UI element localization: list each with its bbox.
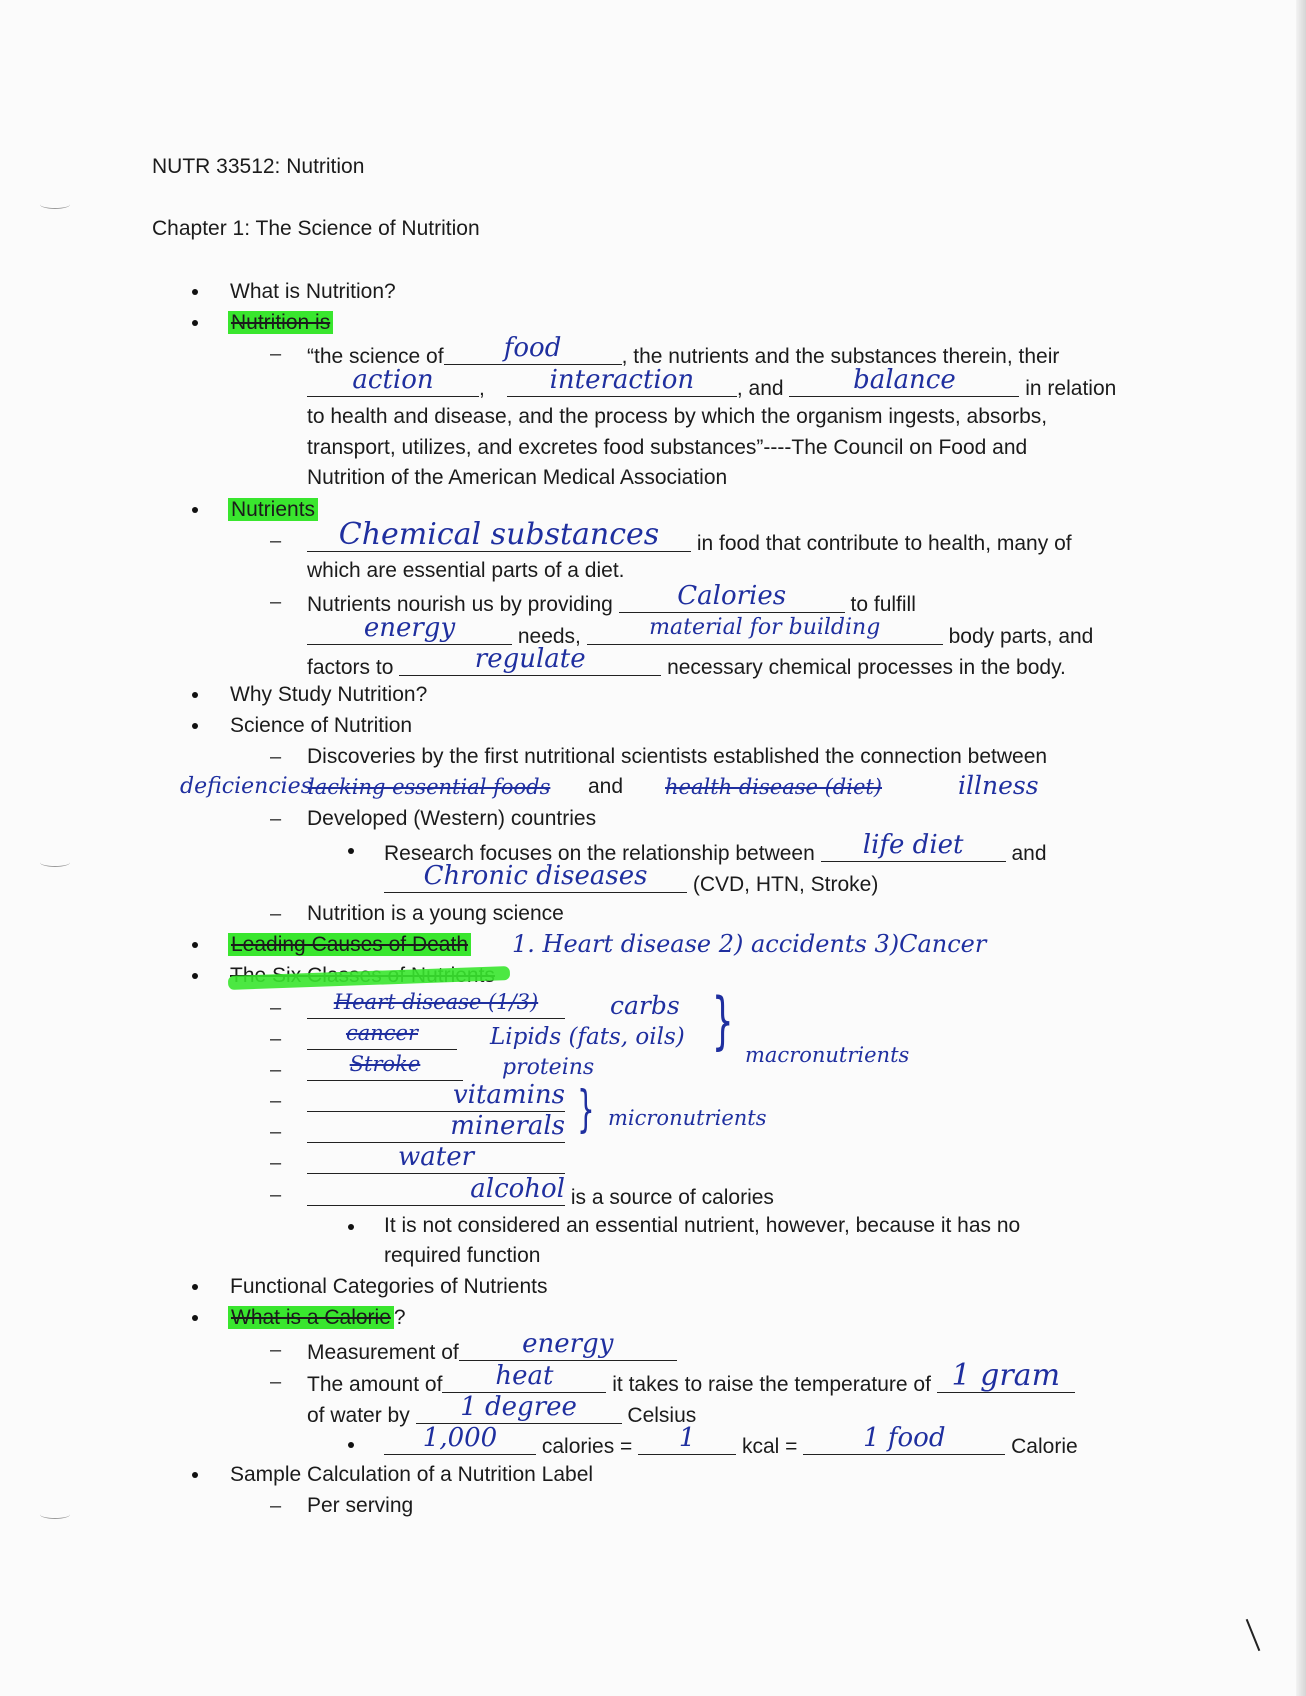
brace-mark: } [711,984,734,1057]
dash-icon: – [270,808,282,830]
bullet-icon [348,848,354,854]
fill-blank: vitamins [307,1087,565,1112]
calorie-line-2: The amount of heat it takes to raise the temperature of 1 gram [307,1368,1075,1399]
definition-line-2: action , interaction , and balance in relation [307,372,1116,403]
science-and: and [588,775,624,798]
fill-blank: action [307,372,479,397]
fill-blank: Chemical substances [307,527,691,552]
bullet-icon [192,723,198,729]
fill-blank: energy [307,620,512,645]
nutrients-line-4: energy needs, material for building body parts, and [307,620,1093,651]
highlighted-heading: Nutrients [228,498,318,521]
fill-blank: material for building [587,620,943,645]
fill-blank: balance [789,372,1019,397]
fill-blank: minerals [307,1118,565,1143]
dash-icon: – [270,746,282,768]
fill-blank: 1 gram [937,1368,1075,1393]
bullet-icon [192,320,198,326]
bullet-icon [192,507,198,513]
fill-blank: Calories [619,588,845,613]
highlighted-heading: Leading Causes of Death [228,933,471,956]
dash-icon: – [270,591,282,613]
handwritten-note: illness [958,771,1039,800]
brace-mark: } [577,1080,595,1138]
punch-hole-mark [40,200,70,209]
outline-item: Sample Calculation of a Nutrition Label [230,1463,594,1486]
science-line-6: Nutrition is a young science [307,902,564,925]
bullet-icon [192,973,198,979]
outline-item [228,309,333,337]
dash-icon: – [270,1495,282,1517]
highlighted-heading: Nutrition is [228,311,333,334]
definition-line-5: Nutrition of the American Medical Association [307,466,728,489]
outline-item [228,931,471,959]
bullet-icon [348,1224,354,1230]
per-serving: Per serving [307,1494,414,1517]
handwritten-note: macronutrients [745,1043,910,1067]
handwritten-note: deficiencies [180,774,312,799]
outline-item [228,496,318,524]
bullet-icon [348,1442,354,1448]
bullet-icon [192,1315,198,1321]
punch-hole-mark [40,1510,70,1519]
bullet-icon [192,942,198,948]
outline-item: Science of Nutrition [230,714,413,737]
nutrients-line-5: factors to regulate necessary chemical processes in the body. [307,644,1066,679]
fill-blank: food [444,340,622,365]
dash-icon: – [270,997,282,1019]
definition-line-4: transport, utilizes, and excretes food substances”----The Council on Food and [307,436,1028,459]
chapter-title: Chapter 1: The Science of Nutrition [152,217,480,240]
bullet-icon [192,1472,198,1478]
science-line-4: Research focuses on the relationship between life diet and [384,830,1047,865]
science-line-1: Discoveries by the first nutritional scientists established the connection between [307,745,1048,768]
dash-icon: – [270,1184,282,1206]
bullet-icon [192,1284,198,1290]
outline-item: Functional Categories of Nutrients [230,1275,548,1298]
dash-icon: – [270,903,282,925]
definition-line-3: to health and disease, and the process by which the organism ingests, absorbs, [307,405,1048,428]
fill-blank: energy [459,1336,677,1361]
nutrients-line-1: Chemical substances in food that contribute to health, many of [307,527,1072,558]
bullet-icon [192,289,198,295]
pen-mark [1246,1619,1261,1651]
dash-icon: – [270,530,282,552]
fill-blank: alcohol [307,1181,565,1206]
nutrients-line-3: Nutrients nourish us by providing Calories to fulfill [307,581,916,616]
dash-icon: – [270,1090,282,1112]
fill-blank: cancer [307,1025,457,1050]
course-title: NUTR 33512: Nutrition [152,155,365,178]
fill-blank: regulate [399,651,661,676]
alcohol-note-2: required function [384,1244,541,1267]
science-line-3: Developed (Western) countries [307,807,597,830]
alcohol-note-1: It is not considered an essential nutrient, however, because it has no [384,1214,1021,1237]
outline-item: What is Nutrition? [230,280,396,303]
handwritten-note: proteins [502,1055,595,1080]
dash-icon: – [270,1121,282,1143]
calorie-line-1: Measurement of energy [307,1336,677,1367]
nutrients-line-2: which are essential parts of a diet. [307,559,625,582]
fill-blank: Stroke [307,1056,463,1081]
outline-item: What is a Calorie ? [228,1304,406,1332]
bullet-icon [192,692,198,698]
handwritten-struck-note: health disease (diet) [665,775,883,799]
fill-blank: life diet [821,837,1006,862]
handwritten-note: micronutrients [608,1106,767,1130]
nutrient-class-row: alcohol is a source of calories [307,1181,774,1212]
handwritten-struck-note: lacking essential foods [308,775,551,799]
fill-blank: Heart disease (1/3) [307,994,565,1019]
fill-blank: 1 degree [416,1399,622,1424]
dash-icon: – [270,1028,282,1050]
handwritten-note: 1. Heart disease 2) accidents 3)Cancer [512,930,987,958]
dash-icon: – [270,1152,282,1174]
handwritten-note: carbs [610,991,680,1020]
page-edge [1296,0,1306,1696]
fill-blank: Chronic diseases [384,868,687,893]
punch-hole-mark [40,858,70,867]
fill-blank: heat [442,1368,606,1393]
calorie-line-3: of water by 1 degree Celsius [307,1392,697,1427]
fill-blank: 1,000 [384,1430,536,1455]
handwritten-note: Lipids (fats, oils) [490,1024,685,1050]
dash-icon: – [270,1371,282,1393]
definition-line-1: “the science of food , the nutrients and the substances therein, their [307,333,1060,368]
calorie-line-4: 1,000 calories = 1 kcal = 1 food Calorie [384,1430,1078,1461]
fill-blank: water [307,1149,565,1174]
fill-blank: 1 [638,1430,736,1455]
dash-icon: – [270,1059,282,1081]
outline-item: Why Study Nutrition? [230,683,428,706]
highlighted-heading: What is a Calorie [228,1306,394,1329]
dash-icon: – [270,343,282,365]
dash-icon: – [270,1339,282,1361]
science-line-5: Chronic diseases (CVD, HTN, Stroke) [384,868,878,899]
fill-blank: 1 food [803,1430,1005,1455]
fill-blank: interaction [507,372,737,397]
